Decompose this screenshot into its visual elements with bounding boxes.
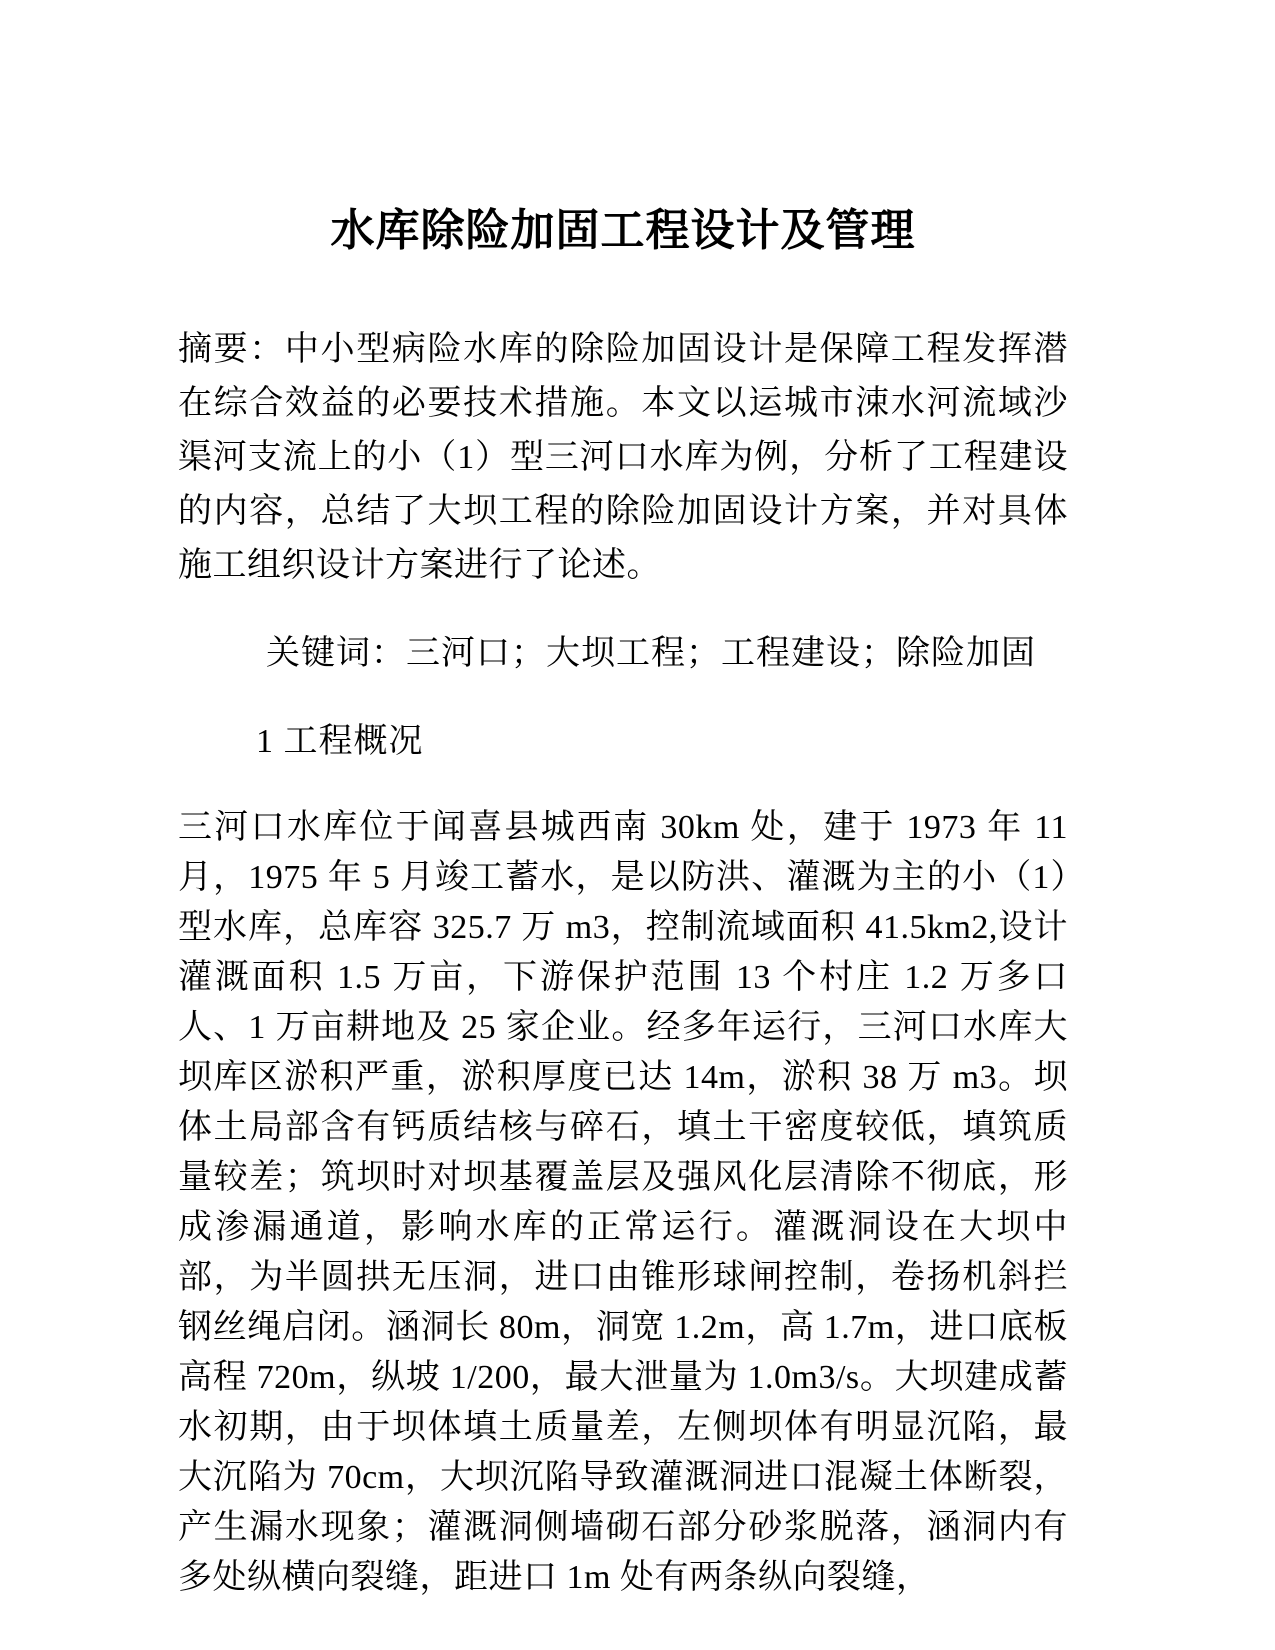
page-content [178,205,1068,1637]
abstract-paragraph: 摘要：中小型病险水库的除险加固设计是保障工程发挥潜在综合效益的必要技术措施。本文以运城市涑水河流域沙渠河支流上的小（1）型三河口水库为例，分析了工程建设的内容，总结了大坝工程的除险加固设计方案，并对具体施工组织设计方案进行了论述。 [178,331,1068,584]
section-heading: 1 工程概况 [256,723,424,760]
keywords-line: 关键词：三河口；大坝工程；工程建设；除险加固 [266,635,1036,672]
body-paragraph: 三河口水库位于闻喜县城西南 30km 处，建于 1973 年 11 月，1975 年 5 月竣工蓄水，是以防洪、灌溉为主的小（1）型水库，总库容 325.7 万 m3，控制流域面积 41.5km2,设计灌溉面积 1.5 万亩，下游保护范围 13 个村庄 1.2 万多口人、1 万亩耕地及 25 家企业。经多年运行，三河口水库大坝库区淤积严重，淤积厚度已达 14m，淤积 38 万 m3。坝体土局部含有钙质结核与碎石，填土干密度较低，填筑质量较差；筑坝时对坝基覆盖层及强风化层清除不彻底，形成渗漏通道，影响水库的正常运行。灌溉洞设在大坝中部，为半圆拱无压洞，进口由锥形球闸控制，卷扬机斜拦钢丝绳启闭。涵洞长 80m，洞宽 1.2m，高 1.7m，进口底板高程 720m，纵坡 1/200，最大泄量为 1.0m3/s。大坝建成蓄水初期，由于坝体填土质量差，左侧坝体有明显沉陷，最大沉陷为 70cm，大坝沉陷导致灌溉洞进口混凝土体断裂，产生漏水现象；灌溉洞侧墙砌石部分砂浆脱落，涵洞内有多处纵横向裂缝，距进口 1m 处有两条纵向裂缝， [178,809,1068,1596]
document-title: 水库除险加固工程设计及管理 [330,206,916,255]
